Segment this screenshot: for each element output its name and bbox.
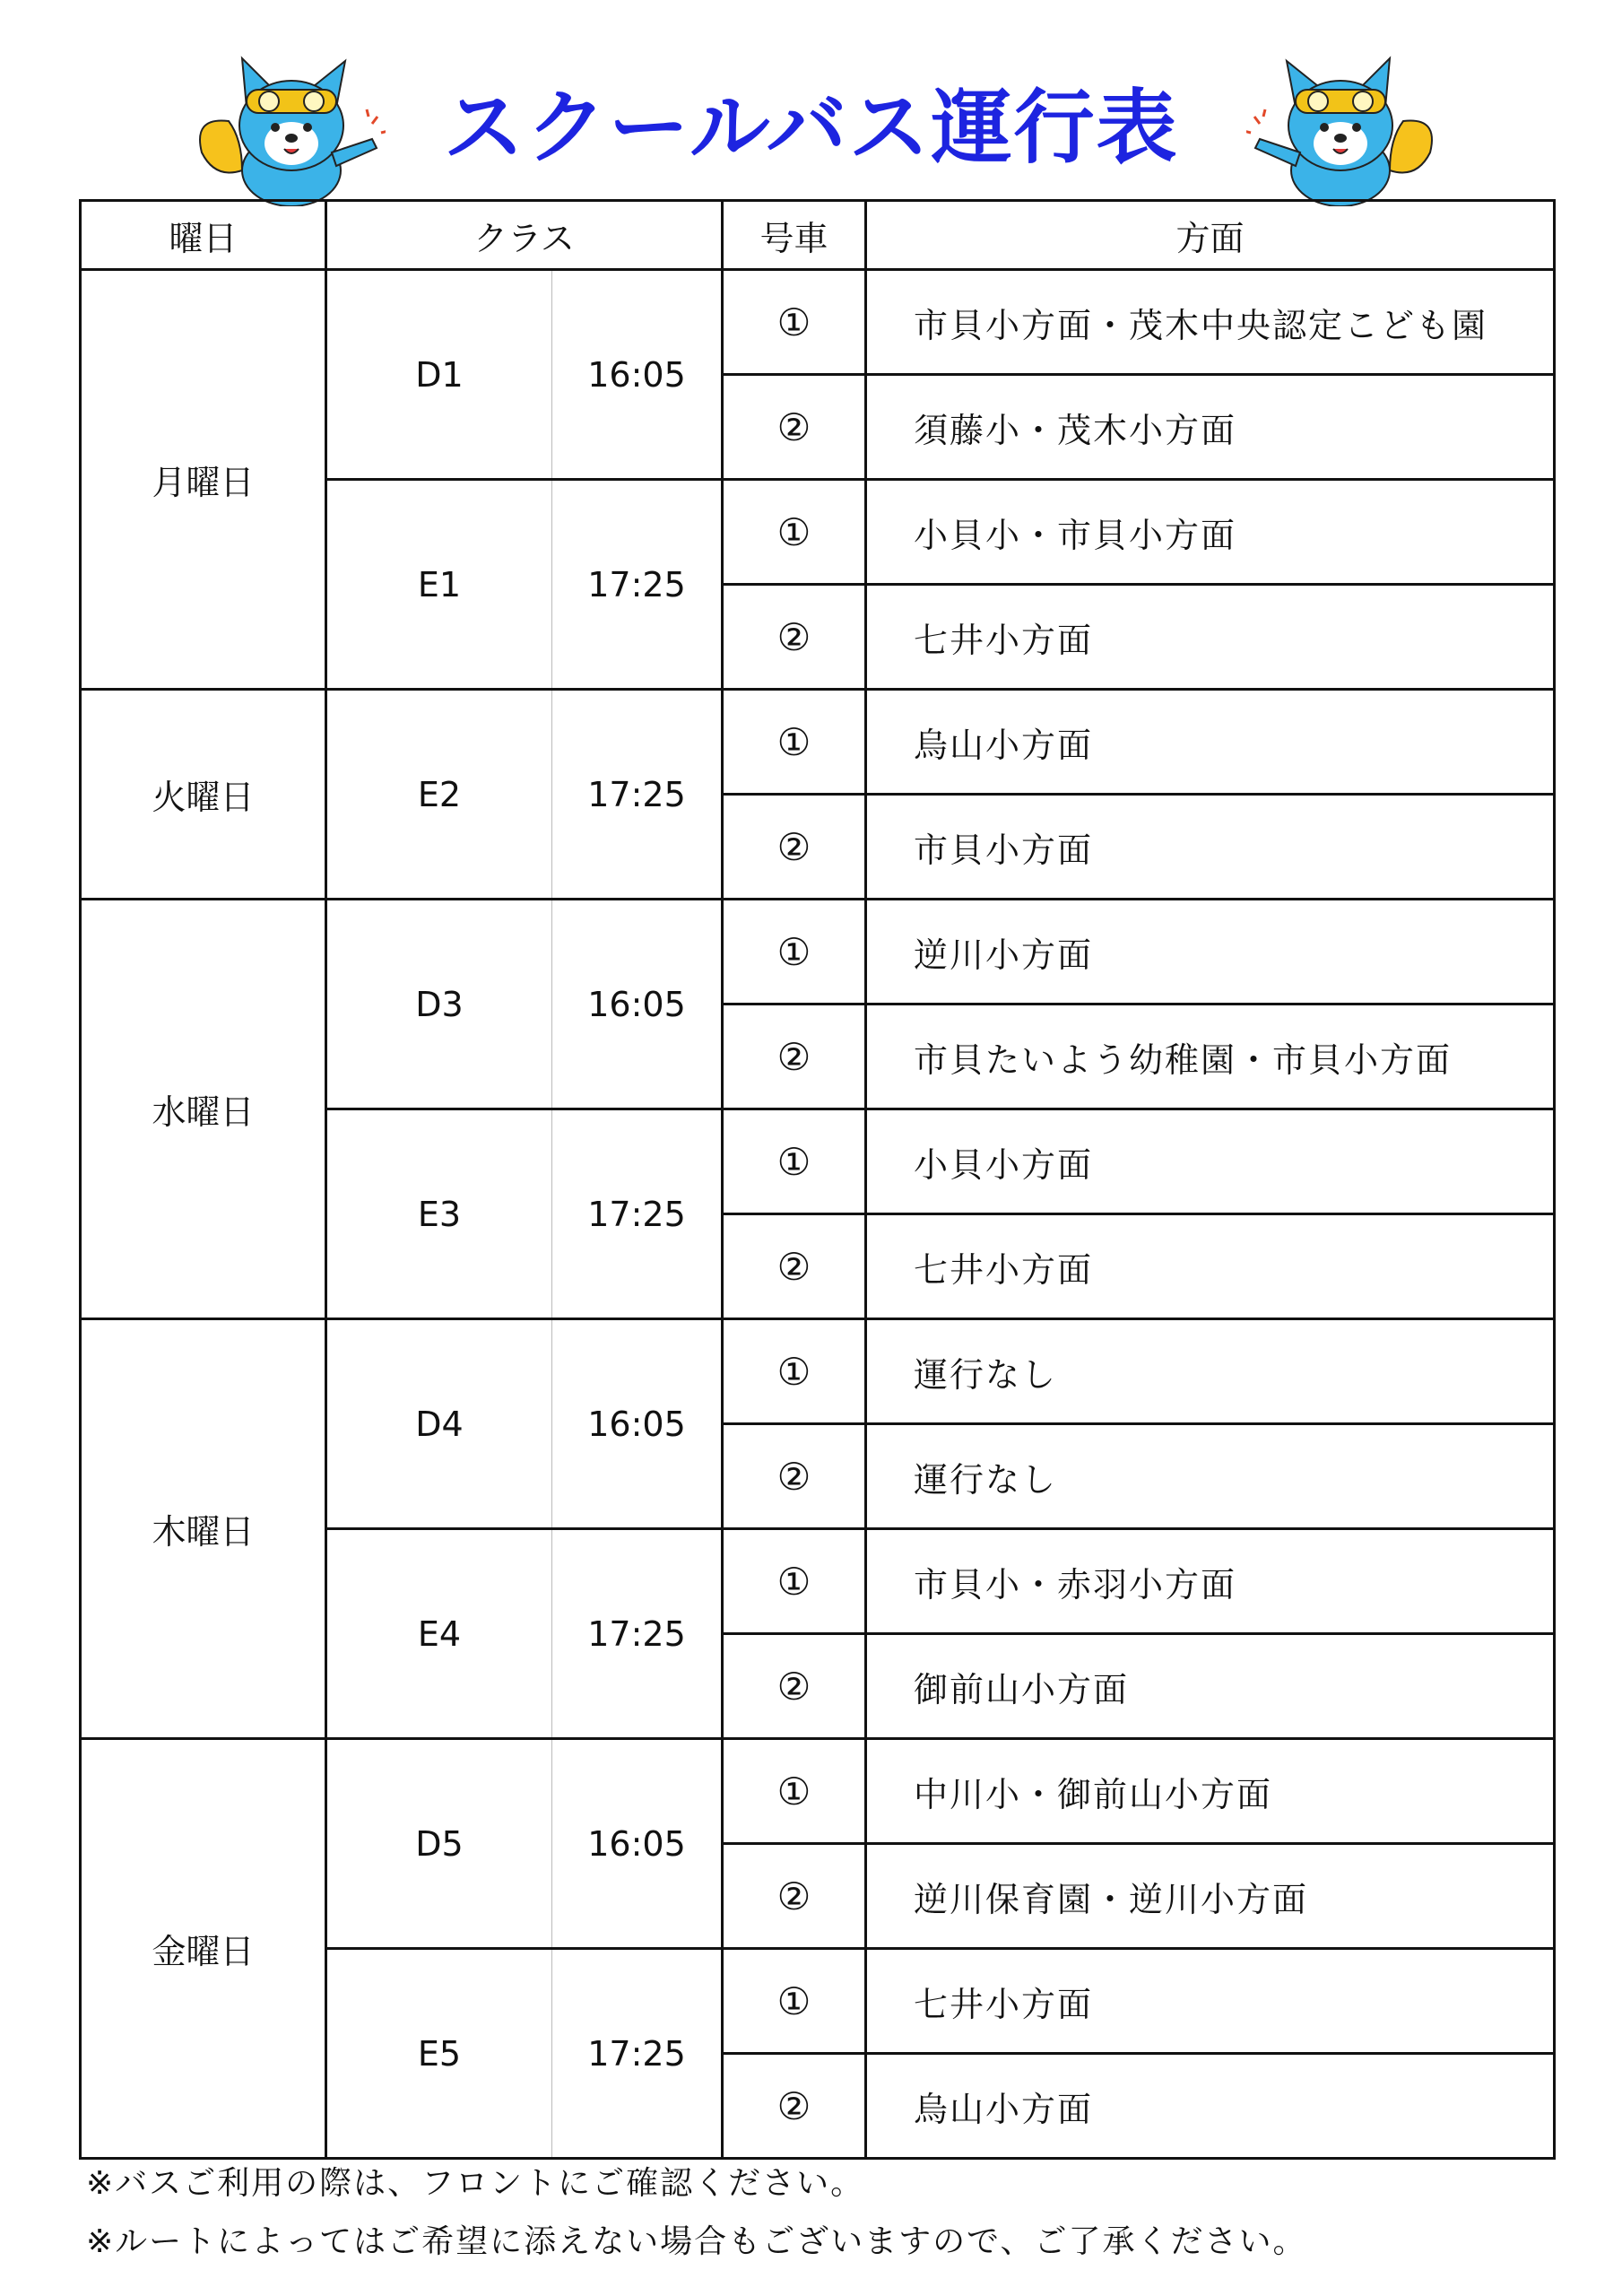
destination-cell: 市貝たいよう幼稚園・市貝小方面 [866, 1004, 1555, 1109]
bus-number-cell: ② [723, 375, 866, 480]
bus-number-cell: ① [723, 1319, 866, 1424]
day-cell: 月曜日 [81, 270, 326, 690]
destination-cell: 小貝小・市貝小方面 [866, 480, 1555, 585]
header-day: 曜日 [81, 201, 326, 270]
bus-schedule-table [79, 199, 1556, 2160]
destination-cell: 須藤小・茂木小方面 [866, 375, 1555, 480]
destination-cell: 小貝小方面 [866, 1109, 1555, 1214]
day-cell: 木曜日 [81, 1319, 326, 1739]
class-cell: D3 [326, 900, 552, 1109]
bus-number-cell: ② [723, 1004, 866, 1109]
class-cell: D1 [326, 270, 552, 480]
bus-number-cell: ② [723, 1424, 866, 1529]
time-cell: 17:25 [552, 1529, 723, 1739]
class-cell: E4 [326, 1529, 552, 1739]
table-row [81, 690, 1555, 795]
destination-cell: 七井小方面 [866, 1949, 1555, 2054]
day-cell: 水曜日 [81, 900, 326, 1319]
bus-number-cell: ① [723, 1109, 866, 1214]
destination-cell: 御前山小方面 [866, 1634, 1555, 1739]
bus-number-cell: ② [723, 1214, 866, 1319]
destination-cell: 烏山小方面 [866, 690, 1555, 795]
bus-number-cell: ① [723, 900, 866, 1004]
header-destination: 方面 [866, 201, 1555, 270]
table-header-row [81, 201, 1555, 270]
bus-number-cell: ② [723, 1634, 866, 1739]
class-cell: E1 [326, 480, 552, 690]
bus-number-cell: ② [723, 795, 866, 900]
note-route-disclaimer: ※ルートによってはご希望に添えない場合もございますので、ご了承ください。 [86, 2223, 1307, 2260]
bus-number-cell: ① [723, 1529, 866, 1634]
table-row [81, 1319, 1555, 1424]
bus-number-cell: ② [723, 585, 866, 690]
header-bus: 号車 [723, 201, 866, 270]
destination-cell: 逆川小方面 [866, 900, 1555, 1004]
bus-number-cell: ① [723, 480, 866, 585]
class-cell: E3 [326, 1109, 552, 1319]
mascot-right-icon [1246, 54, 1439, 206]
table-row [81, 900, 1555, 1004]
time-cell: 17:25 [552, 1109, 723, 1319]
destination-cell: 市貝小方面 [866, 795, 1555, 900]
class-cell: D4 [326, 1319, 552, 1529]
note-confirm-front-desk: ※バスご利用の際は、フロントにご確認ください。 [86, 2165, 865, 2202]
header-class: クラス [326, 201, 723, 270]
day-cell: 火曜日 [81, 690, 326, 900]
class-cell: E2 [326, 690, 552, 900]
time-cell: 17:25 [552, 1949, 723, 2159]
bus-number-cell: ② [723, 2054, 866, 2159]
time-cell: 16:05 [552, 270, 723, 480]
destination-cell: 市貝小方面・茂木中央認定こども園 [866, 270, 1555, 375]
destination-cell: 七井小方面 [866, 585, 1555, 690]
class-cell: D5 [326, 1739, 552, 1949]
bus-number-cell: ① [723, 690, 866, 795]
time-cell: 16:05 [552, 1319, 723, 1529]
time-cell: 17:25 [552, 690, 723, 900]
time-cell: 16:05 [552, 1739, 723, 1949]
class-cell: E5 [326, 1949, 552, 2159]
time-cell: 17:25 [552, 480, 723, 690]
table-row [81, 1739, 1555, 1844]
destination-cell: 逆川保育園・逆川小方面 [866, 1844, 1555, 1949]
destination-cell: 運行なし [866, 1424, 1555, 1529]
destination-cell: 運行なし [866, 1319, 1555, 1424]
bus-number-cell: ① [723, 1949, 866, 2054]
time-cell: 16:05 [552, 900, 723, 1109]
destination-cell: 中川小・御前山小方面 [866, 1739, 1555, 1844]
bus-number-cell: ① [723, 270, 866, 375]
destination-cell: 烏山小方面 [866, 2054, 1555, 2159]
day-cell: 金曜日 [81, 1739, 326, 2159]
page-title: スクールバス運行表 [443, 81, 1179, 175]
destination-cell: 七井小方面 [866, 1214, 1555, 1319]
destination-cell: 市貝小・赤羽小方面 [866, 1529, 1555, 1634]
bus-number-cell: ① [723, 1739, 866, 1844]
bus-number-cell: ② [723, 1844, 866, 1949]
table-row [81, 270, 1555, 375]
